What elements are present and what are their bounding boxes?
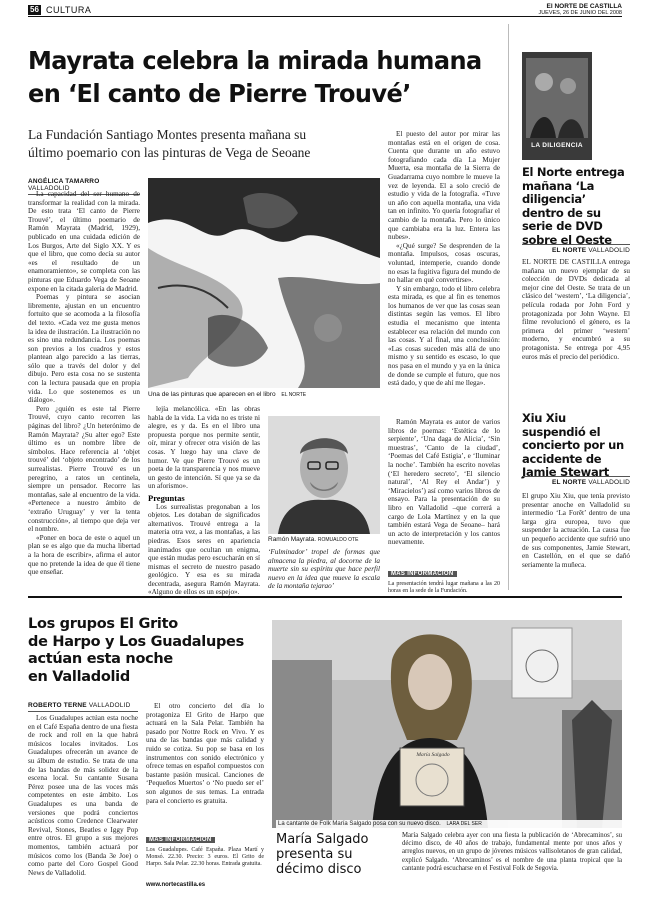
- sidebar-story-2-byline: [522, 476, 630, 488]
- main-article-column-2: [148, 405, 260, 597]
- painting-caption-text: Una de las pinturas que aparecen en el libro: [148, 391, 276, 398]
- bottom-headline-line: Los grupos El Grito: [28, 616, 178, 632]
- portrait-credit: ROMUALDO OTE: [317, 537, 359, 543]
- paragraph: «¿Qué surge? Se desprenden de la montaña. Impulsos, cosas oscuras, voluntad, intemperie, cuando donde no esas la fugitiva figura del mundo de no hallar en qué convertirse».: [388, 241, 500, 285]
- paragraph: Ramón Mayrata es autor de varios libros de poemas: ‘Estética de lo serpiente’, ‘Una daga de Alicia’, ‘Sin muestras’, ‘Canto de la ciudad’, ‘Poemas del Café Estigia’, e ‘Iluminar la noche’. También ha escrito novelas (‘El heredero secreto’, ‘El silencio natural’, ‘Al Rey el Andar’) y ‘Miracielos’) así como varios libros de ensayo. Para la presentación de su libro en Valladolid –que correrá a cargo de Lola Martínez y en la que también estará Vega de Seoane– hará un acto de interpretación y los cantos nuevamente.: [388, 418, 500, 547]
- mas-info-label: MÁS INFORMACIÓN: [388, 571, 457, 577]
- byline-author: ROBERTO TERNE: [28, 702, 87, 709]
- sidebar-story-2-headline: Xiu Xiu suspendió el concierto por un accidente de Jamie Stewart: [522, 411, 624, 479]
- byline-place: VALLADOLID: [588, 247, 630, 254]
- main-article-column-4: [388, 418, 500, 558]
- byline-place: VALLADOLID: [88, 702, 131, 709]
- pull-quote: [268, 548, 380, 591]
- main-article-column-1: [28, 190, 140, 584]
- subhead-line-1: La Fundación Santiago Montes presenta mañana su: [28, 127, 307, 142]
- byline-author: EL NORTE: [552, 479, 587, 486]
- singer-caption-text: La cantante de Folk María Salgado posa con su nuevo disco.: [278, 821, 441, 827]
- bottom-article-column-1: [28, 714, 138, 877]
- bottom-article-column-2: [146, 702, 264, 826]
- headline-line-2: en ‘El canto de Pierre Trouvé’: [28, 79, 411, 108]
- dvd-cover: [522, 52, 592, 160]
- issue-date: JUEVES, 26 DE JUNIO DEL 2008: [538, 10, 622, 16]
- dvd-title: LA DILIGENCIA: [531, 142, 583, 149]
- singer-subtext: María Salgado celebra ayer con una fiesta la publicación de ‘Abrecaminos’, su décimo disco, de 40 años de trabajo, fundamental mente por unos años y arreglos nuevos, en un grupo de jóvenes músicos vallisoletanos de gran calidad, explicó Salgado. ‘Abrecaminos’ es el nombre de una planta tropical que la cantante podrá escucharse en el Festival Folk de Segovia.: [402, 832, 622, 872]
- author-portrait: [268, 416, 380, 534]
- singer-photo-caption: [276, 820, 622, 828]
- sidebar-story-1-byline: [522, 244, 630, 256]
- singer-photo-illustration: [272, 620, 622, 828]
- page-number: 56: [30, 5, 39, 14]
- mas-info-box: [388, 562, 500, 595]
- byline-place: VALLADOLID: [28, 185, 70, 192]
- bottom-headline-line: de Harpo y Los Guadalupes: [28, 633, 244, 650]
- portrait-caption: [268, 536, 380, 544]
- sidebar-story-2-text: El grupo Xiu Xiu, que tenía previsto presentar anoche en Valladolid su intermedio ‘La Forêt’ dentro de una larga gira europea, tuvo que suspender la actuación. La causa fue un pequeño accidente que sufrió uno de sus componentes, Jamie Stewart, en Castellón, en el que se dañó seriamente la muñeca.: [522, 492, 630, 569]
- bottom-mas-info: [146, 828, 264, 889]
- newspaper-name: El NORTE DE CASTILLA: [546, 3, 622, 10]
- section-name: CULTURA: [46, 5, 92, 15]
- bottom-headline-line: actúan esta noche: [28, 651, 173, 667]
- painting-photo: [148, 178, 380, 388]
- singer-photo: [272, 620, 622, 828]
- painting-credit: EL NORTE: [281, 392, 307, 398]
- section-divider: [28, 596, 622, 598]
- paragraph: «Poner en boca de este o aquel un plan se es algo que da mucha libertad a la hora de escribir», afirma el autor que no pretende la idea de que él tiene que enseñar.: [28, 533, 140, 577]
- singer-photo-credit: LARA DEL SER: [446, 821, 482, 827]
- bottom-mas-info-label: MÁS INFORMACIÓN: [146, 837, 215, 843]
- bottom-headline-line: en Valladolid: [28, 668, 130, 685]
- sidebar-divider: [508, 24, 509, 590]
- website-link[interactable]: www.nortecastilla.es: [146, 882, 206, 888]
- painting-illustration: [148, 178, 380, 388]
- paragraph: Poemas y pintura se asocian libremente, ajustan en un encuentro fortuito que se acomoda a la filosofía del texto. «Cada vez me gusta menos la idea de ilustración. La ilustración no es sino una redundancia. Los poemas son previos a los cuadros y estos plantean algo parecido a las tierras, sólo que a través del dolor y del dibujo. Pero esta cosa no se sustenta con la lectura pausada que en propia vida. Lo que sostenemos es un diálogo».: [28, 293, 140, 405]
- painting-caption: [148, 391, 380, 399]
- portrait-caption-text: Ramón Mayrata.: [268, 536, 317, 543]
- pull-quote-text: ‘Fulminador’ tropel de formas que almacena la piedra, al docorne de la muerte sin su espíritu que hace perfil nuevo en la idea que mueve la escala de la montaña tejarao’: [268, 548, 380, 591]
- byline-author: ANGÉLICA TAMARRO: [28, 178, 100, 185]
- mas-info-text: La presentación tendrá lugar mañana a las 20 horas en la sede de la Fundación.: [388, 581, 500, 594]
- byline-place: VALLADOLID: [588, 479, 630, 486]
- paragraph: El puesto del autor por mirar las montañas está en el origen de cosa. Cuenta que durante un año estuvo fotografiando cada día La Mujer Muerta, esa montaña de la Sierra de Guadarrama cuyo nombre le mueve la vez de leyenda. El a solo creció de estudio y vida de la fotografía. «Tuve un año con aquella montaña, una vida tan en infinito. Yo quería fotografiar el cambio de la montaña. Pero lo único que cambiaba era la luz. Entera las nubes».: [388, 130, 500, 242]
- paragraph: Los surrealistas pregonaban a los objetos. Les dotaban de significados alternativos. Trouvé entrega a la materia otra vez, a las montañas, a las piedras. Esos seres en apariencia inanimados que ocultan un enigma, que están mudas pero escucharán en sí mismas el secreto de nuestro pasado geológico. Y esa es su mirada decentrada, asegura Ramón Mayrata. «Alguno de ellos es un espejo».: [148, 502, 260, 597]
- singer-subhead: María Salgado presenta su décimo disco: [276, 832, 369, 877]
- bottom-byline: [28, 702, 138, 712]
- paragraph: El otro concierto del día lo protagoniza El Grito de Harpo que actuará en la Sala Pelar. También ha pasado por Nottre Rock en Vivo. Y es una de las bandas que más calidad y ruido se cotiza. Su pop se basa en los instrumentos con sonido electrónico y ofrece temas en español compuestos con bastante pasión musical. Canciones de ‘Pequeños Muertos’ o ‘No puedo ser el’ son algunos de sus temas. La entrada para el concierto es gratuita.: [146, 702, 264, 805]
- bottom-mas-info-text: Los Guadalupes. Café España. Plaza Martí y Monsó. 22.30. Precio: 3 euros. El Grito de Harpo. Sala Pelar. 22.30 horas. Entrada gratuita.: [146, 847, 264, 867]
- sidebar-story-1-text: EL NORTE DE CASTILLA entrega mañana un nuevo ejemplar de su colección de DVDs dedicada al mejor cine del Oeste. Se trata de un clásico del ‘western’, ‘La diligencia’, película rodada por John Ford y protagonizada por John Wayne. El filme revolucionó el género, es la primera del primer ‘western’ moderno, y encumbró a su protagonista. Se entrega por 4,95 euros más el precio del periódico.: [522, 258, 630, 361]
- byline-author: EL NORTE: [552, 247, 587, 254]
- paragraph: La capacidad del ser humano de transformar la realidad con la mirada. De esto trata ‘El canto de Pierre Trouvé’, el último poemario de Ramón Mayrata (Madrid, 1929), publicado en una cuidada edición de Los Burgos, Arte del Siglo XX. Y es que el libro, que como decía su autor «es el resultado de un enamoramiento», se completa con las pinturas que Eduardo Vega de Seoane expone en la citada galería de Madrid.: [28, 190, 140, 293]
- header-rule: [28, 16, 622, 17]
- paragraph: lejía melancólica. «En las obras habla de la vida. La vida no es triste ni alegre, es y da. Es en el libro una propuesta porque nos permite sentir, oír, mirar y ofrecer otra visión de las cosas. Y luego hay una clave de humor. Ve que Pierre Trouvé es un poeta de la transparencia y nos mueve un gesto de intención. Sí que ya se da un aforismo».: [148, 405, 260, 491]
- main-headline: [28, 44, 489, 110]
- sidebar-story-1-headline: El Norte entrega mañana ‘La diligencia’ dentro de su serie de DVD sobre el Oeste: [522, 165, 625, 247]
- main-article-column-3: [388, 130, 500, 416]
- paragraph: Pero ¿quién es este tal Pierre Trouvé, cuyo canto recorren las páginas del libro? ¿Un heterónimo de Ramón Mayrata? ¿Su alter ego? Este último es un nombre libre de símbolos. Hace referencia al ‘objet trouvé’ del ‘objeto encontrado’ de los surrealistas. Pierre Trouvé es un peregrino, a ratos un centinela, siempre un pensador. Recorre las montañas, sale al encuentro de la vida. «Pertenece a nuestro ámbito de ‘extraño Uruguay’ y ver la tenta construcción», al tiempo que deja ver el nombre.: [28, 404, 140, 534]
- preguntas-subhead: Preguntas: [148, 492, 185, 503]
- paragraph: Y sin embargo, todo el libro celebra esta mirada, es que al fin es tenemos los humanos de ver que las cosas sean distintas según las vemos. El libro estudia el mecanismo que intenta establecer esa relación del mundo con las cosas. Y al final, una conclusión: «Las cosas suceden más allá de uno mismo y su sentido es escaso, lo que nos pasa en el mundo y ya en la única de donde se cumple el futuro, que nos está dado, y que de ahí me llega».: [388, 284, 500, 388]
- bottom-headline: [28, 616, 268, 686]
- headline-line-1: Mayrata celebra la mirada humana: [28, 46, 482, 75]
- paragraph: Los Guadalupes actúan esta noche en el Café España dentro de una fiesta de rock and roll en la que habrá músicos locales invitados. Los Guadalupes ofrecerán un avance de su álbum de estudio. Se trata de una de las bandas de más solidez de la escena local. Su cantante Susana Pérez posee una de las voces más competentes en este ámbito. Los Guadalupes es una banda de versiones que podrá conciertos acústicos como Credence Clearwater Revival, Stones, Beatles e Iggy Pop entre otros. El grupo a sus mejores momentos, también actuará por músicos como los (Banda 3e Joe) o como parte del Coro Gospel Good News de Valladolid.: [28, 714, 138, 877]
- album-label: María Salgado: [416, 752, 450, 758]
- portrait-illustration: [268, 416, 380, 534]
- subhead-line-2: último poemario con las pinturas de Vega de Seoane: [28, 145, 311, 160]
